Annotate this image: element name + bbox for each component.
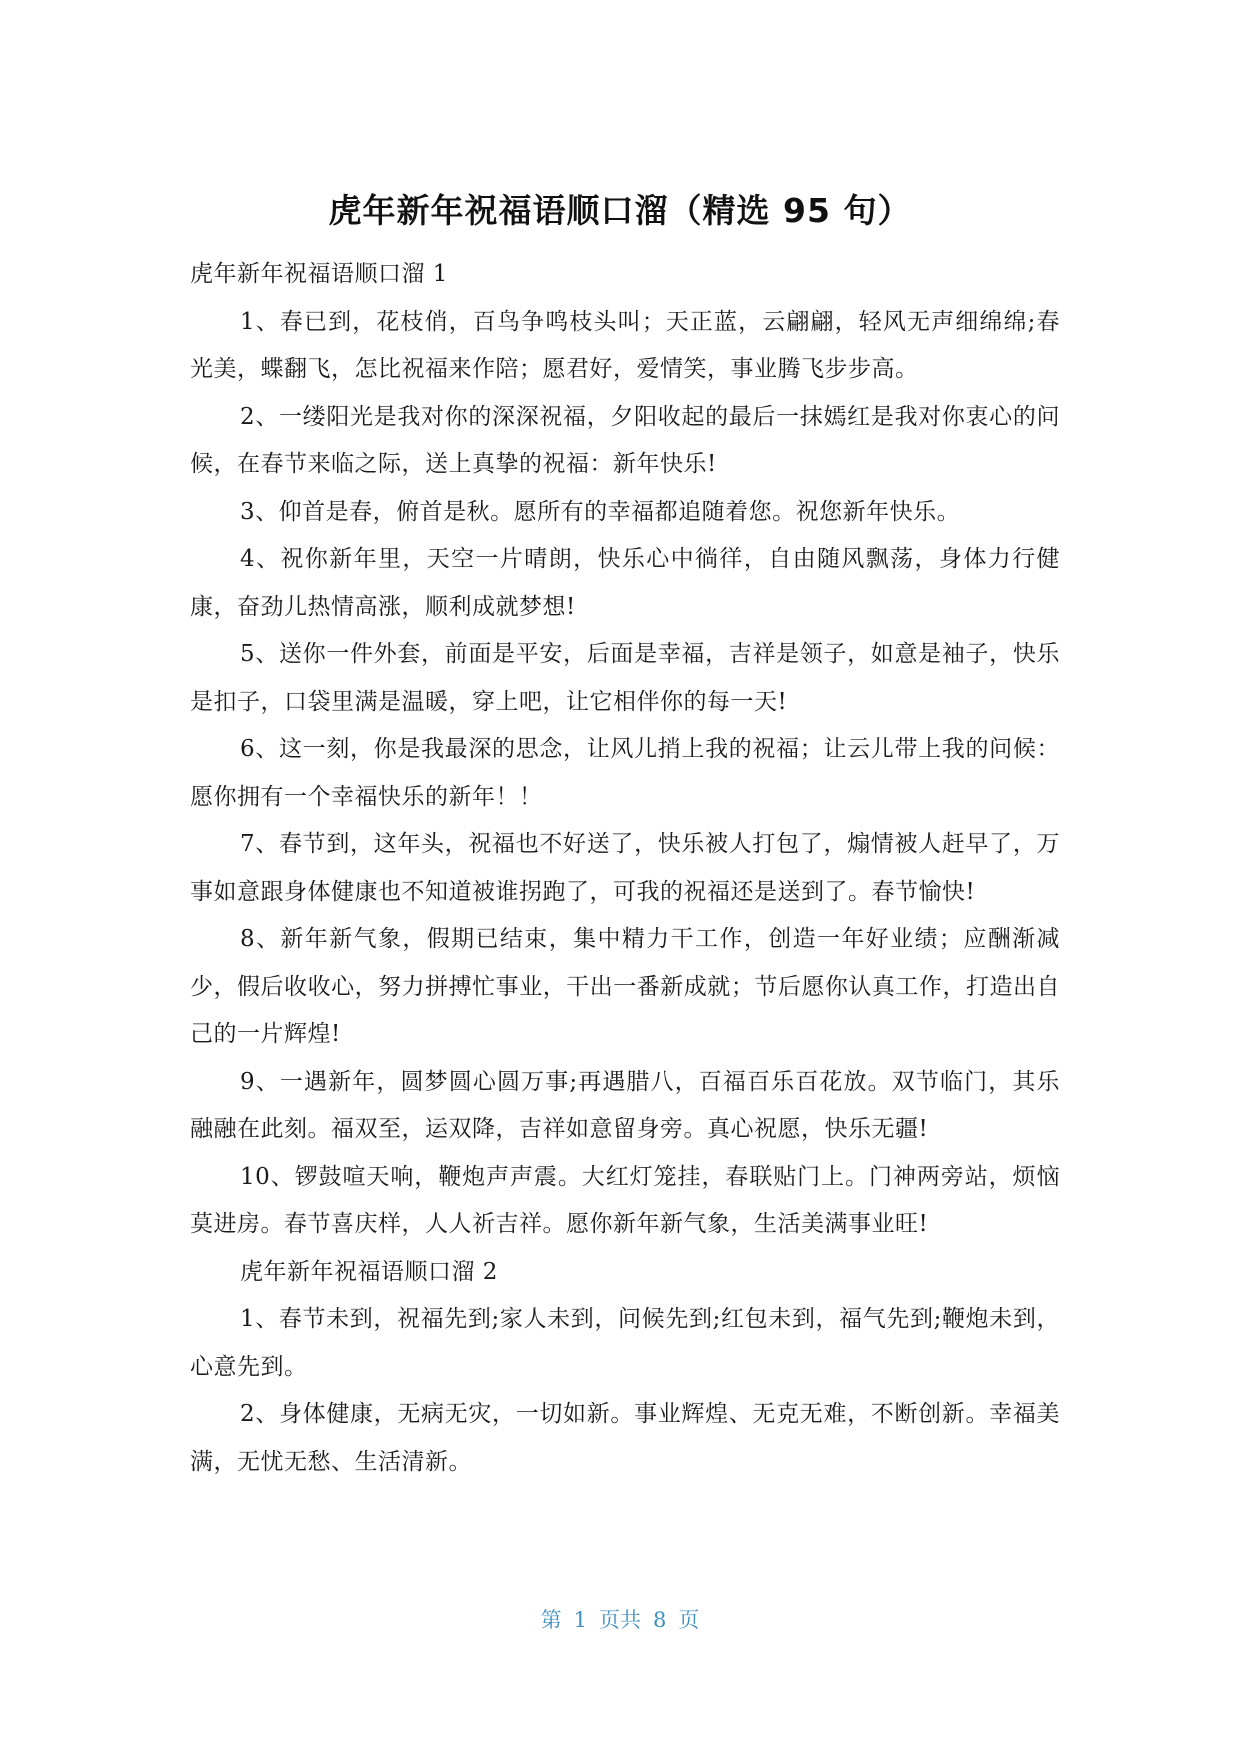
paragraph: 3、仰首是春，俯首是秋。愿所有的幸福都追随着您。祝您新年快乐。 xyxy=(240,498,961,525)
document-title: 虎年新年祝福语顺口溜（精选 95 句） xyxy=(328,191,912,230)
paragraph: 7、春节到，这年头，祝福也不好送了，快乐被人打包了，煽情被人赶早了，万事如意跟身体健康也不知道被谁拐跑了，可我的祝福还是送到了。春节愉快! xyxy=(190,831,1060,905)
paragraph: 8、新年新气象，假期已结束，集中精力干工作，创造一年好业绩；应酬渐减少，假后收收心，努力拼搏忙事业，干出一番新成就；节后愿你认真工作，打造出自己的一片辉煌! xyxy=(190,926,1060,1047)
paragraph: 4、祝你新年里，天空一片晴朗，快乐心中徜徉，自由随风飘荡，身体力行健康，奋劲儿热情高涨，顺利成就梦想! xyxy=(190,546,1060,620)
section-heading: 虎年新年祝福语顺口溜 2 xyxy=(240,1258,498,1285)
paragraph: 2、一缕阳光是我对你的深深祝福，夕阳收起的最后一抹嫣红是我对你衷心的问候，在春节来临之际，送上真挚的祝福：新年快乐! xyxy=(190,403,1060,477)
paragraph: 2、身体健康，无病无灾，一切如新。事业辉煌、无克无难，不断创新。幸福美满，无忧无愁、生活清新。 xyxy=(190,1401,1060,1475)
page-number-current: 1 xyxy=(573,1608,587,1632)
paragraph: 1、春已到，花枝俏，百鸟争鸣枝头叫；天正蓝，云翩翩，轻风无声细绵绵;春光美，蝶翻飞，怎比祝福来作陪；愿君好，爱情笑，事业腾飞步步高。 xyxy=(190,308,1060,382)
paragraph: 6、这一刻，你是我最深的思念，让风儿捎上我的祝福；让云儿带上我的问候：愿你拥有一个幸福快乐的新年！！ xyxy=(190,736,1060,810)
paragraph: 5、送你一件外套，前面是平安，后面是幸福，吉祥是领子，如意是袖子，快乐是扣子，口袋里满是温暖，穿上吧，让它相伴你的每一天! xyxy=(190,641,1060,715)
page-label-suffix: 页 xyxy=(678,1608,700,1632)
paragraph: 1、春节未到，祝福先到;家人未到，问候先到;红包未到，福气先到;鞭炮未到，心意先到。 xyxy=(190,1306,1060,1380)
page-label-prefix: 第 xyxy=(540,1608,562,1632)
page-label-mid: 页共 xyxy=(599,1608,641,1632)
page-footer xyxy=(0,1605,1240,1635)
page-number-total: 8 xyxy=(653,1608,667,1632)
document-body xyxy=(190,251,1060,1486)
section-heading: 虎年新年祝福语顺口溜 1 xyxy=(190,261,448,287)
paragraph: 10、锣鼓喧天响，鞭炮声声震。大红灯笼挂，春联贴门上。门神两旁站，烦恼莫进房。春节喜庆样，人人祈吉祥。愿你新年新气象，生活美满事业旺! xyxy=(190,1163,1060,1237)
paragraph: 9、一遇新年，圆梦圆心圆万事;再遇腊八，百福百乐百花放。双节临门，其乐融融在此刻。福双至，运双降，吉祥如意留身旁。真心祝愿，快乐无疆! xyxy=(190,1068,1060,1142)
